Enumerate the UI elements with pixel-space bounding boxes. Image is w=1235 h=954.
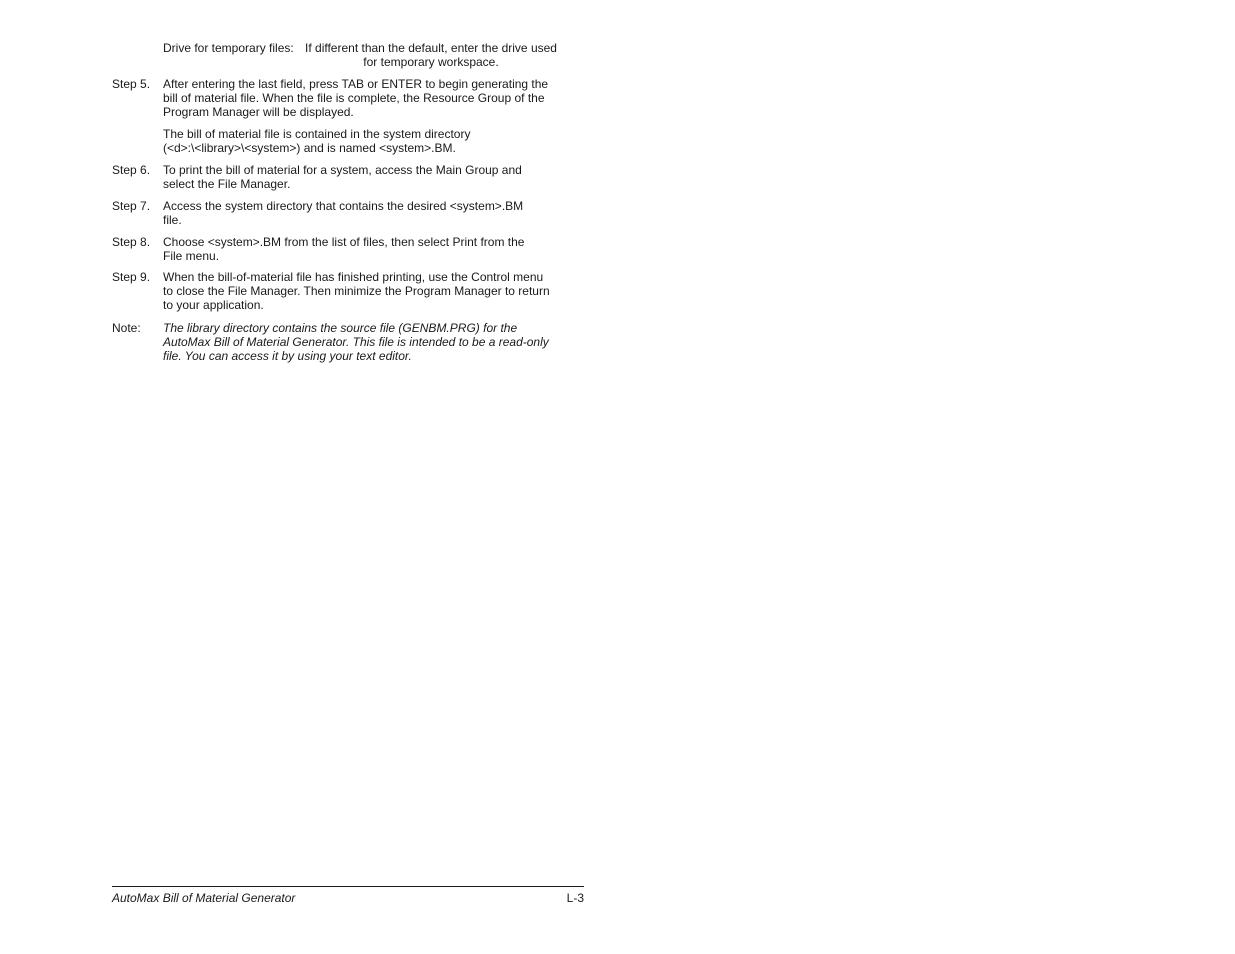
step-line: The bill of material file is contained in the system directory (163, 127, 471, 141)
step-line: to close the File Manager. Then minimize the Program Manager to return (163, 284, 550, 298)
step-line: When the bill-of-material file has finished printing, use the Control menu (163, 270, 544, 284)
footer-title: AutoMax Bill of Material Generator (112, 891, 296, 905)
step-text (163, 163, 522, 191)
definition-term: Drive for temporary files: (163, 41, 294, 55)
step-label: Step 9. (112, 270, 151, 284)
note-text (163, 321, 549, 363)
note-label: Note: (112, 321, 141, 335)
note-line: The library directory contains the source file (GENBM.PRG) for the (163, 321, 518, 335)
step-line: To print the bill of material for a system, access the Main Group and (163, 163, 522, 177)
step-continuation (163, 127, 470, 155)
definition-description-line: If different than the default, enter the drive used (305, 41, 557, 55)
step-label: Step 5. (112, 77, 151, 91)
step-line: Choose <system>.BM from the list of files, then select Print from the (163, 235, 525, 249)
step-line: file. (163, 213, 182, 227)
step-line: Program Manager will be displayed. (163, 105, 354, 119)
step-line: select the File Manager. (163, 177, 291, 191)
step-text (163, 77, 548, 119)
step-line: (<d>:\<library>\<system>) and is named <system>.BM. (163, 141, 456, 155)
step-line: Access the system directory that contains the desired <system>.BM (163, 199, 524, 213)
definition-description (300, 41, 562, 69)
definition-description-line: for temporary workspace. (363, 55, 499, 69)
note-line: file. You can access it by using your text editor. (163, 349, 412, 363)
step-line: After entering the last field, press TAB or ENTER to begin generating the (163, 77, 549, 91)
step-text (163, 199, 523, 227)
note-line: AutoMax Bill of Material Generator. This file is intended to be a read-only (163, 335, 549, 349)
page-number: L-3 (566, 891, 584, 905)
step-text (163, 270, 550, 312)
step-label: Step 8. (112, 235, 151, 249)
step-line: to your application. (163, 298, 264, 312)
step-text (163, 235, 524, 263)
step-label: Step 6. (112, 163, 151, 177)
step-line: bill of material file. When the file is complete, the Resource Group of the (163, 91, 545, 105)
step-label: Step 7. (112, 199, 151, 213)
footer-rule (112, 886, 584, 887)
step-line: File menu. (163, 249, 220, 263)
